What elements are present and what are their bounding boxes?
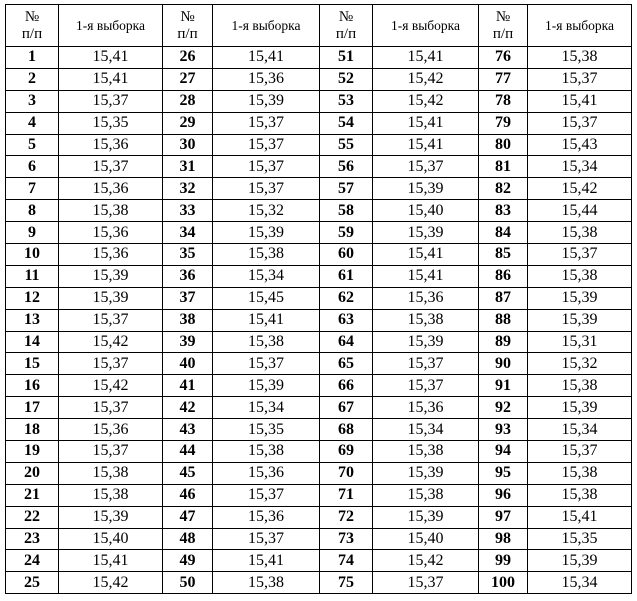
row-number-cell: 9 <box>6 222 59 244</box>
sample-value-cell: 15,34 <box>528 572 632 594</box>
row-number-cell: 61 <box>320 265 373 287</box>
row-number-cell: 92 <box>479 397 528 419</box>
row-number-cell: 42 <box>163 397 213 419</box>
row-number-cell: 87 <box>479 287 528 309</box>
sample-value-cell: 15,39 <box>59 287 163 309</box>
row-number-cell: 94 <box>479 441 528 463</box>
sample-value-cell: 15,34 <box>373 419 479 441</box>
row-number-cell: 80 <box>479 134 528 156</box>
row-number-cell: 76 <box>479 47 528 69</box>
sample-value-cell: 15,34 <box>528 419 632 441</box>
row-number-cell: 98 <box>479 528 528 550</box>
row-number-cell: 31 <box>163 156 213 178</box>
row-number-cell: 22 <box>6 506 59 528</box>
sample-value-cell: 15,39 <box>213 375 320 397</box>
header-number-sign: № <box>495 8 511 25</box>
row-number-cell: 85 <box>479 244 528 266</box>
row-number-cell: 21 <box>6 484 59 506</box>
sample-value-cell: 15,39 <box>59 506 163 528</box>
row-number-cell: 11 <box>6 265 59 287</box>
sample-value-cell: 15,37 <box>373 572 479 594</box>
row-number-cell: 88 <box>479 309 528 331</box>
row-number-cell: 3 <box>6 90 59 112</box>
table-row <box>6 90 632 112</box>
sample-value-cell: 15,36 <box>59 419 163 441</box>
sample-value-cell: 15,32 <box>213 200 320 222</box>
header-number-2 <box>163 5 213 47</box>
row-number-cell: 93 <box>479 419 528 441</box>
table-row <box>6 222 632 244</box>
sample-value-cell: 15,45 <box>213 287 320 309</box>
sample-value-cell: 15,41 <box>373 47 479 69</box>
sample-value-cell: 15,38 <box>373 309 479 331</box>
table-row <box>6 309 632 331</box>
sample-value-cell: 15,37 <box>213 112 320 134</box>
sample-value-cell: 15,36 <box>213 68 320 90</box>
table-header <box>6 5 632 47</box>
table-row <box>6 462 632 484</box>
row-number-cell: 64 <box>320 331 373 353</box>
row-number-cell: 46 <box>163 484 213 506</box>
header-sample-4: 1-я выборка <box>528 5 632 47</box>
sample-value-cell: 15,37 <box>59 397 163 419</box>
row-number-cell: 20 <box>6 462 59 484</box>
sample-value-cell: 15,35 <box>528 528 632 550</box>
sample-value-cell: 15,39 <box>213 222 320 244</box>
row-number-cell: 72 <box>320 506 373 528</box>
sample-value-cell: 15,37 <box>528 244 632 266</box>
row-number-cell: 84 <box>479 222 528 244</box>
sample-value-cell: 15,38 <box>528 484 632 506</box>
sample-value-cell: 15,39 <box>373 222 479 244</box>
row-number-cell: 57 <box>320 178 373 200</box>
header-sample-1: 1-я выборка <box>59 5 163 47</box>
row-number-cell: 32 <box>163 178 213 200</box>
header-number-1 <box>6 5 59 47</box>
row-number-cell: 4 <box>6 112 59 134</box>
sample-value-cell: 15,37 <box>59 441 163 463</box>
sample-value-cell: 15,44 <box>528 200 632 222</box>
sample-value-cell: 15,37 <box>59 309 163 331</box>
row-number-cell: 43 <box>163 419 213 441</box>
table-row <box>6 397 632 419</box>
row-number-cell: 56 <box>320 156 373 178</box>
header-number-abbrev: п/п <box>21 25 43 42</box>
sample-value-cell: 15,38 <box>528 47 632 69</box>
table-row <box>6 550 632 572</box>
table-body <box>6 47 632 594</box>
table-row <box>6 134 632 156</box>
row-number-cell: 40 <box>163 353 213 375</box>
row-number-cell: 89 <box>479 331 528 353</box>
sample-value-cell: 15,35 <box>59 112 163 134</box>
sample-value-cell: 15,38 <box>213 572 320 594</box>
row-number-cell: 49 <box>163 550 213 572</box>
sample-value-cell: 15,34 <box>528 156 632 178</box>
sample-value-cell: 15,41 <box>373 134 479 156</box>
sample-value-cell: 15,36 <box>59 134 163 156</box>
row-number-cell: 12 <box>6 287 59 309</box>
row-number-cell: 75 <box>320 572 373 594</box>
sample-value-cell: 15,38 <box>528 222 632 244</box>
row-number-cell: 44 <box>163 441 213 463</box>
row-number-cell: 54 <box>320 112 373 134</box>
row-number-cell: 33 <box>163 200 213 222</box>
sample-value-cell: 15,40 <box>59 528 163 550</box>
row-number-cell: 74 <box>320 550 373 572</box>
table-row <box>6 265 632 287</box>
row-number-cell: 35 <box>163 244 213 266</box>
sample-value-cell: 15,42 <box>373 90 479 112</box>
sample-value-cell: 15,42 <box>528 178 632 200</box>
measurements-table <box>5 4 632 594</box>
row-number-cell: 78 <box>479 90 528 112</box>
sample-value-cell: 15,37 <box>59 90 163 112</box>
sample-value-cell: 15,41 <box>59 68 163 90</box>
sample-value-cell: 15,37 <box>528 441 632 463</box>
row-number-cell: 96 <box>479 484 528 506</box>
sample-value-cell: 15,42 <box>59 572 163 594</box>
sample-value-cell: 15,39 <box>373 462 479 484</box>
sample-value-cell: 15,39 <box>373 178 479 200</box>
row-number-cell: 99 <box>479 550 528 572</box>
row-number-cell: 82 <box>479 178 528 200</box>
sample-value-cell: 15,35 <box>213 419 320 441</box>
sample-value-cell: 15,38 <box>213 244 320 266</box>
table-row <box>6 68 632 90</box>
header-sample-3: 1-я выборка <box>373 5 479 47</box>
row-number-cell: 95 <box>479 462 528 484</box>
sample-value-cell: 15,36 <box>213 462 320 484</box>
sample-value-cell: 15,36 <box>59 222 163 244</box>
sample-value-cell: 15,37 <box>373 353 479 375</box>
row-number-cell: 37 <box>163 287 213 309</box>
sample-value-cell: 15,38 <box>59 462 163 484</box>
sample-value-cell: 15,38 <box>528 462 632 484</box>
table-row <box>6 419 632 441</box>
row-number-cell: 39 <box>163 331 213 353</box>
sample-value-cell: 15,37 <box>213 353 320 375</box>
sample-value-cell: 15,38 <box>59 200 163 222</box>
sample-value-cell: 15,41 <box>213 550 320 572</box>
sample-value-cell: 15,38 <box>59 484 163 506</box>
header-number-abbrev: п/п <box>335 25 357 42</box>
row-number-cell: 8 <box>6 200 59 222</box>
row-number-cell: 16 <box>6 375 59 397</box>
row-number-cell: 18 <box>6 419 59 441</box>
row-number-cell: 17 <box>6 397 59 419</box>
sample-value-cell: 15,31 <box>528 331 632 353</box>
sample-value-cell: 15,41 <box>213 309 320 331</box>
sample-value-cell: 15,38 <box>373 441 479 463</box>
row-number-cell: 1 <box>6 47 59 69</box>
sample-value-cell: 15,38 <box>213 441 320 463</box>
header-number-sign: № <box>180 8 195 25</box>
table-row <box>6 178 632 200</box>
row-number-cell: 50 <box>163 572 213 594</box>
sample-value-cell: 15,41 <box>373 112 479 134</box>
row-number-cell: 30 <box>163 134 213 156</box>
row-number-cell: 26 <box>163 47 213 69</box>
row-number-cell: 48 <box>163 528 213 550</box>
sample-value-cell: 15,41 <box>213 47 320 69</box>
table-row <box>6 200 632 222</box>
sample-value-cell: 15,42 <box>59 375 163 397</box>
table-row <box>6 244 632 266</box>
row-number-cell: 5 <box>6 134 59 156</box>
sample-value-cell: 15,37 <box>213 528 320 550</box>
row-number-cell: 77 <box>479 68 528 90</box>
sample-value-cell: 15,36 <box>373 287 479 309</box>
header-number-3 <box>320 5 373 47</box>
sample-value-cell: 15,38 <box>528 265 632 287</box>
row-number-cell: 66 <box>320 375 373 397</box>
row-number-cell: 79 <box>479 112 528 134</box>
row-number-cell: 29 <box>163 112 213 134</box>
sample-value-cell: 15,37 <box>59 353 163 375</box>
sample-value-cell: 15,38 <box>213 331 320 353</box>
table-row <box>6 484 632 506</box>
sample-value-cell: 15,36 <box>213 506 320 528</box>
row-number-cell: 13 <box>6 309 59 331</box>
row-number-cell: 27 <box>163 68 213 90</box>
sample-value-cell: 15,39 <box>528 550 632 572</box>
table-row <box>6 528 632 550</box>
table-row <box>6 375 632 397</box>
sample-value-cell: 15,37 <box>213 178 320 200</box>
sample-value-cell: 15,37 <box>213 134 320 156</box>
row-number-cell: 25 <box>6 572 59 594</box>
row-number-cell: 28 <box>163 90 213 112</box>
row-number-cell: 100 <box>479 572 528 594</box>
row-number-cell: 97 <box>479 506 528 528</box>
sample-value-cell: 15,40 <box>373 528 479 550</box>
row-number-cell: 34 <box>163 222 213 244</box>
table-row <box>6 441 632 463</box>
row-number-cell: 23 <box>6 528 59 550</box>
row-number-cell: 70 <box>320 462 373 484</box>
sample-value-cell: 15,42 <box>373 550 479 572</box>
sample-value-cell: 15,39 <box>528 287 632 309</box>
row-number-cell: 7 <box>6 178 59 200</box>
sample-value-cell: 15,37 <box>373 375 479 397</box>
row-number-cell: 10 <box>6 244 59 266</box>
sample-value-cell: 15,37 <box>528 68 632 90</box>
sample-value-cell: 15,34 <box>213 265 320 287</box>
row-number-cell: 55 <box>320 134 373 156</box>
sample-value-cell: 15,39 <box>213 90 320 112</box>
sample-value-cell: 15,39 <box>373 506 479 528</box>
row-number-cell: 19 <box>6 441 59 463</box>
table-row <box>6 47 632 69</box>
row-number-cell: 2 <box>6 68 59 90</box>
header-number-abbrev: п/п <box>492 25 514 42</box>
row-number-cell: 67 <box>320 397 373 419</box>
sample-value-cell: 15,41 <box>528 90 632 112</box>
sample-value-cell: 15,37 <box>59 156 163 178</box>
sample-value-cell: 15,40 <box>373 200 479 222</box>
row-number-cell: 73 <box>320 528 373 550</box>
row-number-cell: 81 <box>479 156 528 178</box>
row-number-cell: 63 <box>320 309 373 331</box>
table-row <box>6 331 632 353</box>
row-number-cell: 62 <box>320 287 373 309</box>
row-number-cell: 91 <box>479 375 528 397</box>
header-number-4 <box>479 5 528 47</box>
row-number-cell: 68 <box>320 419 373 441</box>
sample-value-cell: 15,36 <box>373 397 479 419</box>
sample-value-cell: 15,36 <box>59 244 163 266</box>
table-row <box>6 287 632 309</box>
row-number-cell: 51 <box>320 47 373 69</box>
sample-value-cell: 15,34 <box>213 397 320 419</box>
sample-value-cell: 15,41 <box>373 244 479 266</box>
row-number-cell: 47 <box>163 506 213 528</box>
header-row <box>6 5 632 47</box>
sample-value-cell: 15,41 <box>528 506 632 528</box>
row-number-cell: 71 <box>320 484 373 506</box>
sample-value-cell: 15,37 <box>373 156 479 178</box>
sample-value-cell: 15,32 <box>528 353 632 375</box>
row-number-cell: 60 <box>320 244 373 266</box>
row-number-cell: 90 <box>479 353 528 375</box>
table-row <box>6 506 632 528</box>
sample-value-cell: 15,37 <box>213 156 320 178</box>
sample-value-cell: 15,38 <box>528 375 632 397</box>
row-number-cell: 36 <box>163 265 213 287</box>
sample-value-cell: 15,37 <box>528 112 632 134</box>
row-number-cell: 59 <box>320 222 373 244</box>
sample-value-cell: 15,36 <box>59 178 163 200</box>
row-number-cell: 6 <box>6 156 59 178</box>
header-number-sign: № <box>338 8 354 25</box>
row-number-cell: 14 <box>6 331 59 353</box>
table-row <box>6 353 632 375</box>
table-row <box>6 572 632 594</box>
sample-value-cell: 15,41 <box>59 550 163 572</box>
sample-value-cell: 15,42 <box>373 68 479 90</box>
sample-value-cell: 15,37 <box>213 484 320 506</box>
sample-value-cell: 15,39 <box>373 331 479 353</box>
table-row <box>6 112 632 134</box>
row-number-cell: 65 <box>320 353 373 375</box>
sample-value-cell: 15,39 <box>59 265 163 287</box>
sample-value-cell: 15,42 <box>59 331 163 353</box>
sample-value-cell: 15,41 <box>373 265 479 287</box>
row-number-cell: 58 <box>320 200 373 222</box>
row-number-cell: 24 <box>6 550 59 572</box>
row-number-cell: 53 <box>320 90 373 112</box>
sample-value-cell: 15,39 <box>528 397 632 419</box>
row-number-cell: 69 <box>320 441 373 463</box>
header-number-sign: № <box>24 8 40 25</box>
sample-value-cell: 15,39 <box>528 309 632 331</box>
row-number-cell: 45 <box>163 462 213 484</box>
row-number-cell: 38 <box>163 309 213 331</box>
sample-value-cell: 15,41 <box>59 47 163 69</box>
row-number-cell: 41 <box>163 375 213 397</box>
row-number-cell: 86 <box>479 265 528 287</box>
sample-value-cell: 15,43 <box>528 134 632 156</box>
header-sample-2: 1-я выборка <box>213 5 320 47</box>
row-number-cell: 52 <box>320 68 373 90</box>
table-row <box>6 156 632 178</box>
header-number-abbrev: п/п <box>177 25 198 42</box>
sample-value-cell: 15,38 <box>373 484 479 506</box>
row-number-cell: 83 <box>479 200 528 222</box>
row-number-cell: 15 <box>6 353 59 375</box>
